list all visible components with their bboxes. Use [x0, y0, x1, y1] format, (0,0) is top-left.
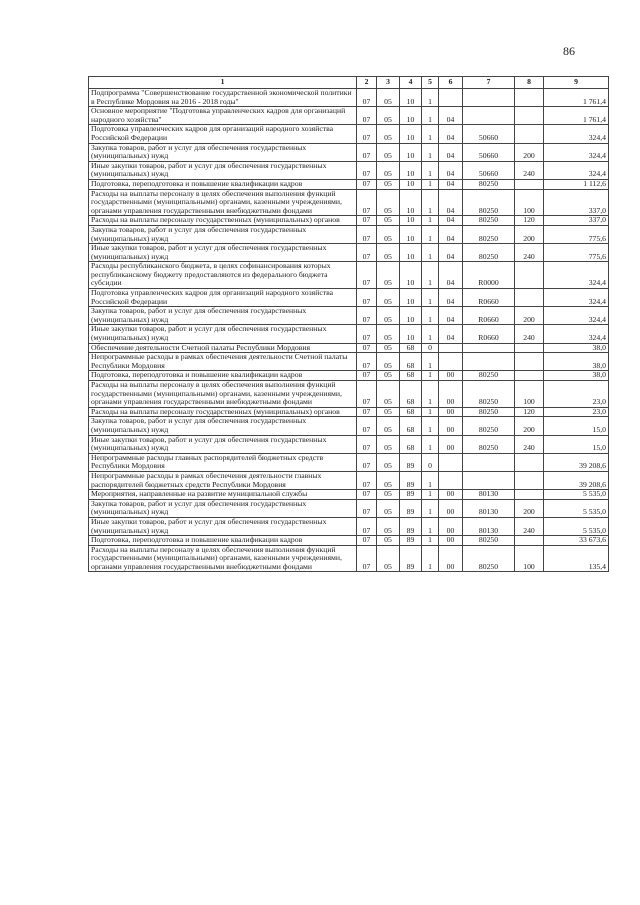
table-row — [89, 179, 609, 189]
program-code-cell: 10 — [400, 307, 422, 325]
target-item-code-cell: R0660 — [463, 307, 515, 325]
amount-cell: 15,0 — [544, 417, 609, 435]
subprogram-code-cell: 1 — [422, 545, 439, 572]
amount-cell: 324,4 — [544, 289, 609, 307]
expense-type-code-cell: 240 — [515, 517, 544, 535]
row-name-cell: Закупка товаров, работ и услуг для обеспечения государственных (муниципальных) нужд — [89, 417, 357, 435]
subsection-code-cell: 05 — [377, 353, 400, 371]
program-code-cell: 89 — [400, 490, 422, 500]
activity-code-cell: 04 — [439, 289, 463, 307]
subsection-code-cell: 05 — [377, 545, 400, 572]
budget-table — [88, 76, 609, 572]
target-item-code-cell — [463, 471, 515, 489]
program-code-cell: 68 — [400, 353, 422, 371]
subsection-code-cell: 05 — [377, 289, 400, 307]
section-code-cell: 07 — [357, 545, 377, 572]
amount-cell: 38,0 — [544, 353, 609, 371]
row-name-cell: Подготовка управленческих кадров для организаций народного хозяйства Российской Федерации — [89, 125, 357, 143]
program-code-cell: 10 — [400, 225, 422, 243]
amount-cell: 39 208,6 — [544, 453, 609, 471]
subprogram-code-cell: 1 — [422, 517, 439, 535]
section-code-cell: 07 — [357, 417, 377, 435]
table-row — [89, 517, 609, 535]
activity-code-cell — [439, 343, 463, 353]
target-item-code-cell: 80250 — [463, 381, 515, 408]
row-name-cell: Непрограммные расходы в рамках обеспечения деятельности Счетной палаты Республики Мордовия — [89, 353, 357, 371]
program-code-cell: 68 — [400, 371, 422, 381]
subprogram-code-cell: 1 — [422, 536, 439, 546]
section-code-cell: 07 — [357, 353, 377, 371]
section-code-cell: 07 — [357, 189, 377, 216]
expense-type-code-cell — [515, 262, 544, 289]
table-row — [89, 471, 609, 489]
target-item-code-cell — [463, 89, 515, 107]
program-code-cell: 68 — [400, 343, 422, 353]
amount-cell: 23,0 — [544, 407, 609, 417]
table-row — [89, 453, 609, 471]
program-code-cell: 10 — [400, 125, 422, 143]
target-item-code-cell: 80250 — [463, 536, 515, 546]
subprogram-code-cell: 1 — [422, 407, 439, 417]
amount-cell: 775,6 — [544, 244, 609, 262]
subsection-code-cell: 05 — [377, 325, 400, 343]
activity-code-cell: 04 — [439, 107, 463, 125]
activity-code-cell — [439, 89, 463, 107]
expense-type-code-cell — [515, 289, 544, 307]
row-name-cell: Подготовка управленческих кадров для организаций народного хозяйства Российской Федерации — [89, 289, 357, 307]
subprogram-code-cell: 1 — [422, 490, 439, 500]
target-item-code-cell: 80250 — [463, 179, 515, 189]
section-code-cell: 07 — [357, 325, 377, 343]
expense-type-code-cell — [515, 89, 544, 107]
row-name-cell: Расходы на выплаты персоналу государственных (муниципальных) органов — [89, 216, 357, 226]
expense-type-code-cell — [515, 125, 544, 143]
section-code-cell: 07 — [357, 89, 377, 107]
section-code-cell: 07 — [357, 289, 377, 307]
row-name-cell: Подпрограмма "Совершенствование государственной экономической политики в Республике Мордовия на 2016 - 2018 годы" — [89, 89, 357, 107]
program-code-cell: 10 — [400, 107, 422, 125]
amount-cell: 5 535,0 — [544, 490, 609, 500]
table-row — [89, 381, 609, 408]
target-item-code-cell: R0000 — [463, 262, 515, 289]
target-item-code-cell: 80250 — [463, 225, 515, 243]
expense-type-code-cell: 100 — [515, 545, 544, 572]
subprogram-code-cell: 1 — [422, 225, 439, 243]
amount-cell: 324,4 — [544, 161, 609, 179]
subprogram-code-cell: 1 — [422, 371, 439, 381]
subprogram-code-cell: 1 — [422, 189, 439, 216]
amount-cell: 5 535,0 — [544, 499, 609, 517]
table-row — [89, 353, 609, 371]
subsection-code-cell: 05 — [377, 490, 400, 500]
subsection-code-cell: 05 — [377, 407, 400, 417]
amount-cell: 23,0 — [544, 381, 609, 408]
subsection-code-cell: 05 — [377, 179, 400, 189]
activity-code-cell: 04 — [439, 161, 463, 179]
target-item-code-cell: 50660 — [463, 125, 515, 143]
expense-type-code-cell — [515, 490, 544, 500]
row-name-cell: Иные закупки товаров, работ и услуг для обеспечения государственных (муниципальных) нужд — [89, 244, 357, 262]
table-row — [89, 435, 609, 453]
activity-code-cell: 04 — [439, 189, 463, 216]
section-code-cell: 07 — [357, 536, 377, 546]
table-row — [89, 161, 609, 179]
row-name-cell: Иные закупки товаров, работ и услуг для обеспечения государственных (муниципальных) нужд — [89, 325, 357, 343]
target-item-code-cell: 80250 — [463, 216, 515, 226]
subsection-code-cell: 05 — [377, 536, 400, 546]
subprogram-code-cell: 1 — [422, 216, 439, 226]
subprogram-code-cell: 1 — [422, 417, 439, 435]
amount-cell: 324,4 — [544, 143, 609, 161]
activity-code-cell — [439, 453, 463, 471]
row-name-cell: Непрограммные расходы главных распорядителей бюджетных средств Республики Мордовия — [89, 453, 357, 471]
subprogram-code-cell: 1 — [422, 435, 439, 453]
column-header: 4 — [400, 77, 422, 89]
program-code-cell: 89 — [400, 499, 422, 517]
table-row — [89, 216, 609, 226]
subprogram-code-cell: 1 — [422, 262, 439, 289]
program-code-cell: 10 — [400, 179, 422, 189]
section-code-cell: 07 — [357, 143, 377, 161]
subsection-code-cell: 05 — [377, 161, 400, 179]
activity-code-cell: 04 — [439, 179, 463, 189]
subprogram-code-cell: 1 — [422, 244, 439, 262]
table-header-row — [89, 77, 609, 89]
table-row — [89, 499, 609, 517]
target-item-code-cell — [463, 453, 515, 471]
table-row — [89, 307, 609, 325]
table-row — [89, 89, 609, 107]
activity-code-cell: 00 — [439, 407, 463, 417]
subsection-code-cell: 05 — [377, 262, 400, 289]
target-item-code-cell: 80250 — [463, 435, 515, 453]
activity-code-cell: 04 — [439, 225, 463, 243]
row-name-cell: Обеспечение деятельности Счетной палаты Республики Мордовия — [89, 343, 357, 353]
table-body — [89, 89, 609, 572]
subprogram-code-cell: 1 — [422, 307, 439, 325]
row-name-cell: Непрограммные расходы в рамках обеспечения деятельности главных распорядителей бюджетных средств Республики Мордовия — [89, 471, 357, 489]
expense-type-code-cell — [515, 453, 544, 471]
section-code-cell: 07 — [357, 371, 377, 381]
subprogram-code-cell: 1 — [422, 179, 439, 189]
activity-code-cell: 00 — [439, 490, 463, 500]
column-header: 8 — [515, 77, 544, 89]
program-code-cell: 89 — [400, 545, 422, 572]
section-code-cell: 07 — [357, 262, 377, 289]
table-row — [89, 490, 609, 500]
expense-type-code-cell: 120 — [515, 407, 544, 417]
expense-type-code-cell — [515, 107, 544, 125]
amount-cell: 15,0 — [544, 435, 609, 453]
row-name-cell: Иные закупки товаров, работ и услуг для обеспечения государственных (муниципальных) нужд — [89, 161, 357, 179]
section-code-cell: 07 — [357, 435, 377, 453]
row-name-cell: Основное мероприятие "Подготовка управленческих кадров для организаций народного хозяйства" — [89, 107, 357, 125]
target-item-code-cell: R0660 — [463, 289, 515, 307]
column-header: 5 — [422, 77, 439, 89]
activity-code-cell: 04 — [439, 262, 463, 289]
section-code-cell: 07 — [357, 216, 377, 226]
section-code-cell: 07 — [357, 471, 377, 489]
program-code-cell: 10 — [400, 216, 422, 226]
expense-type-code-cell — [515, 179, 544, 189]
section-code-cell: 07 — [357, 343, 377, 353]
expense-type-code-cell: 120 — [515, 216, 544, 226]
column-header: 9 — [544, 77, 609, 89]
amount-cell: 39 208,6 — [544, 471, 609, 489]
table-row — [89, 545, 609, 572]
amount-cell: 1 112,6 — [544, 179, 609, 189]
section-code-cell: 07 — [357, 225, 377, 243]
column-header: 3 — [377, 77, 400, 89]
program-code-cell: 68 — [400, 381, 422, 408]
activity-code-cell: 00 — [439, 545, 463, 572]
program-code-cell: 10 — [400, 325, 422, 343]
target-item-code-cell: 80250 — [463, 189, 515, 216]
program-code-cell: 10 — [400, 89, 422, 107]
table-row — [89, 289, 609, 307]
activity-code-cell — [439, 353, 463, 371]
activity-code-cell: 00 — [439, 371, 463, 381]
activity-code-cell: 00 — [439, 499, 463, 517]
row-name-cell: Расходы на выплаты персоналу в целях обеспечения выполнения функций государственными (муниципальными) органами, казенными учреждениями, органами управления государственными внебюджетными фондами — [89, 189, 357, 216]
target-item-code-cell — [463, 353, 515, 371]
row-name-cell: Расходы республиканского бюджета, в целях софинансирования которых республиканскому бюджету предоставляются из федерального бюджета субсидии — [89, 262, 357, 289]
table-row — [89, 417, 609, 435]
expense-type-code-cell: 200 — [515, 307, 544, 325]
section-code-cell: 07 — [357, 490, 377, 500]
section-code-cell: 07 — [357, 307, 377, 325]
subsection-code-cell: 05 — [377, 89, 400, 107]
expense-type-code-cell: 200 — [515, 225, 544, 243]
row-name-cell: Подготовка, переподготовка и повышение квалификации кадров — [89, 179, 357, 189]
target-item-code-cell: 80130 — [463, 499, 515, 517]
subsection-code-cell: 05 — [377, 435, 400, 453]
activity-code-cell: 04 — [439, 307, 463, 325]
subsection-code-cell: 05 — [377, 381, 400, 408]
subsection-code-cell: 05 — [377, 225, 400, 243]
table-row — [89, 325, 609, 343]
subsection-code-cell: 05 — [377, 417, 400, 435]
amount-cell: 324,4 — [544, 262, 609, 289]
target-item-code-cell: R0660 — [463, 325, 515, 343]
target-item-code-cell — [463, 343, 515, 353]
amount-cell: 135,4 — [544, 545, 609, 572]
target-item-code-cell — [463, 107, 515, 125]
expense-type-code-cell: 200 — [515, 417, 544, 435]
amount-cell: 38,0 — [544, 371, 609, 381]
expense-type-code-cell: 100 — [515, 189, 544, 216]
amount-cell: 33 673,6 — [544, 536, 609, 546]
subprogram-code-cell: 1 — [422, 289, 439, 307]
expense-type-code-cell: 200 — [515, 499, 544, 517]
row-name-cell: Иные закупки товаров, работ и услуг для обеспечения государственных (муниципальных) нужд — [89, 435, 357, 453]
activity-code-cell: 04 — [439, 143, 463, 161]
section-code-cell: 07 — [357, 125, 377, 143]
activity-code-cell: 04 — [439, 325, 463, 343]
row-name-cell: Мероприятия, направленные на развитие муниципальной службы — [89, 490, 357, 500]
activity-code-cell: 00 — [439, 517, 463, 535]
section-code-cell: 07 — [357, 107, 377, 125]
column-header: 2 — [357, 77, 377, 89]
amount-cell: 337,0 — [544, 189, 609, 216]
section-code-cell: 07 — [357, 499, 377, 517]
section-code-cell: 07 — [357, 244, 377, 262]
amount-cell: 324,4 — [544, 307, 609, 325]
activity-code-cell: 00 — [439, 381, 463, 408]
table-row — [89, 536, 609, 546]
expense-type-code-cell — [515, 353, 544, 371]
subprogram-code-cell: 1 — [422, 125, 439, 143]
section-code-cell: 07 — [357, 161, 377, 179]
section-code-cell: 07 — [357, 381, 377, 408]
program-code-cell: 89 — [400, 517, 422, 535]
row-name-cell: Закупка товаров, работ и услуг для обеспечения государственных (муниципальных) нужд — [89, 143, 357, 161]
expense-type-code-cell: 240 — [515, 244, 544, 262]
expense-type-code-cell: 240 — [515, 325, 544, 343]
section-code-cell: 07 — [357, 517, 377, 535]
program-code-cell: 89 — [400, 471, 422, 489]
subprogram-code-cell: 1 — [422, 471, 439, 489]
target-item-code-cell: 80250 — [463, 244, 515, 262]
row-name-cell: Расходы на выплаты персоналу государственных (муниципальных) органов — [89, 407, 357, 417]
subsection-code-cell: 05 — [377, 216, 400, 226]
expense-type-code-cell: 200 — [515, 143, 544, 161]
row-name-cell: Подготовка, переподготовка и повышение квалификации кадров — [89, 371, 357, 381]
target-item-code-cell: 80130 — [463, 517, 515, 535]
program-code-cell: 68 — [400, 417, 422, 435]
row-name-cell: Закупка товаров, работ и услуг для обеспечения государственных (муниципальных) нужд — [89, 307, 357, 325]
subprogram-code-cell: 0 — [422, 343, 439, 353]
program-code-cell: 68 — [400, 435, 422, 453]
subsection-code-cell: 05 — [377, 471, 400, 489]
program-code-cell: 89 — [400, 453, 422, 471]
program-code-cell: 10 — [400, 161, 422, 179]
amount-cell: 324,4 — [544, 125, 609, 143]
activity-code-cell: 00 — [439, 417, 463, 435]
activity-code-cell: 00 — [439, 435, 463, 453]
program-code-cell: 10 — [400, 289, 422, 307]
expense-type-code-cell: 240 — [515, 435, 544, 453]
subsection-code-cell: 05 — [377, 189, 400, 216]
subsection-code-cell: 05 — [377, 453, 400, 471]
amount-cell: 775,6 — [544, 225, 609, 243]
activity-code-cell: 04 — [439, 125, 463, 143]
table-row — [89, 125, 609, 143]
expense-type-code-cell — [515, 471, 544, 489]
amount-cell: 324,4 — [544, 325, 609, 343]
page-number: 86 — [563, 44, 575, 58]
column-header: 1 — [89, 77, 357, 89]
amount-cell: 1 761,4 — [544, 89, 609, 107]
subprogram-code-cell: 1 — [422, 161, 439, 179]
subsection-code-cell: 05 — [377, 499, 400, 517]
target-item-code-cell: 50660 — [463, 161, 515, 179]
expense-type-code-cell — [515, 371, 544, 381]
expense-type-code-cell: 100 — [515, 381, 544, 408]
target-item-code-cell: 80250 — [463, 371, 515, 381]
expense-type-code-cell: 240 — [515, 161, 544, 179]
subsection-code-cell: 05 — [377, 107, 400, 125]
amount-cell: 38,0 — [544, 343, 609, 353]
row-name-cell: Иные закупки товаров, работ и услуг для обеспечения государственных (муниципальных) нужд — [89, 517, 357, 535]
subsection-code-cell: 05 — [377, 343, 400, 353]
subsection-code-cell: 05 — [377, 371, 400, 381]
section-code-cell: 07 — [357, 179, 377, 189]
table-row — [89, 225, 609, 243]
target-item-code-cell: 50660 — [463, 143, 515, 161]
program-code-cell: 10 — [400, 189, 422, 216]
target-item-code-cell: 80130 — [463, 490, 515, 500]
table-row — [89, 262, 609, 289]
activity-code-cell: 04 — [439, 216, 463, 226]
target-item-code-cell: 80250 — [463, 407, 515, 417]
table-row — [89, 189, 609, 216]
activity-code-cell — [439, 471, 463, 489]
subsection-code-cell: 05 — [377, 244, 400, 262]
section-code-cell: 07 — [357, 453, 377, 471]
subprogram-code-cell: 1 — [422, 499, 439, 517]
subsection-code-cell: 05 — [377, 125, 400, 143]
row-name-cell: Закупка товаров, работ и услуг для обеспечения государственных (муниципальных) нужд — [89, 225, 357, 243]
column-header: 6 — [439, 77, 463, 89]
subsection-code-cell: 05 — [377, 517, 400, 535]
expense-type-code-cell — [515, 343, 544, 353]
activity-code-cell: 00 — [439, 536, 463, 546]
program-code-cell: 10 — [400, 244, 422, 262]
table-row — [89, 143, 609, 161]
subsection-code-cell: 05 — [377, 307, 400, 325]
program-code-cell: 10 — [400, 262, 422, 289]
activity-code-cell: 04 — [439, 244, 463, 262]
row-name-cell: Подготовка, переподготовка и повышение квалификации кадров — [89, 536, 357, 546]
subprogram-code-cell: 1 — [422, 89, 439, 107]
row-name-cell: Расходы на выплаты персоналу в целях обеспечения выполнения функций государственными (муниципальными) органами, казенными учреждениями, органами управления государственными внебюджетными фондами — [89, 545, 357, 572]
table-row — [89, 107, 609, 125]
subprogram-code-cell: 1 — [422, 143, 439, 161]
subprogram-code-cell: 0 — [422, 453, 439, 471]
amount-cell: 5 535,0 — [544, 517, 609, 535]
section-code-cell: 07 — [357, 407, 377, 417]
subsection-code-cell: 05 — [377, 143, 400, 161]
table-row — [89, 244, 609, 262]
subprogram-code-cell: 1 — [422, 325, 439, 343]
program-code-cell: 89 — [400, 536, 422, 546]
amount-cell: 337,0 — [544, 216, 609, 226]
row-name-cell: Расходы на выплаты персоналу в целях обеспечения выполнения функций государственными (муниципальными) органами, казенными учреждениями, органами управления государственными внебюджетными фондами — [89, 381, 357, 408]
row-name-cell: Закупка товаров, работ и услуг для обеспечения государственных (муниципальных) нужд — [89, 499, 357, 517]
program-code-cell: 68 — [400, 407, 422, 417]
subprogram-code-cell: 1 — [422, 353, 439, 371]
target-item-code-cell: 80250 — [463, 545, 515, 572]
expense-type-code-cell — [515, 536, 544, 546]
subprogram-code-cell: 1 — [422, 107, 439, 125]
target-item-code-cell: 80250 — [463, 417, 515, 435]
amount-cell: 1 761,4 — [544, 107, 609, 125]
column-header: 7 — [463, 77, 515, 89]
subprogram-code-cell: 1 — [422, 381, 439, 408]
program-code-cell: 10 — [400, 143, 422, 161]
